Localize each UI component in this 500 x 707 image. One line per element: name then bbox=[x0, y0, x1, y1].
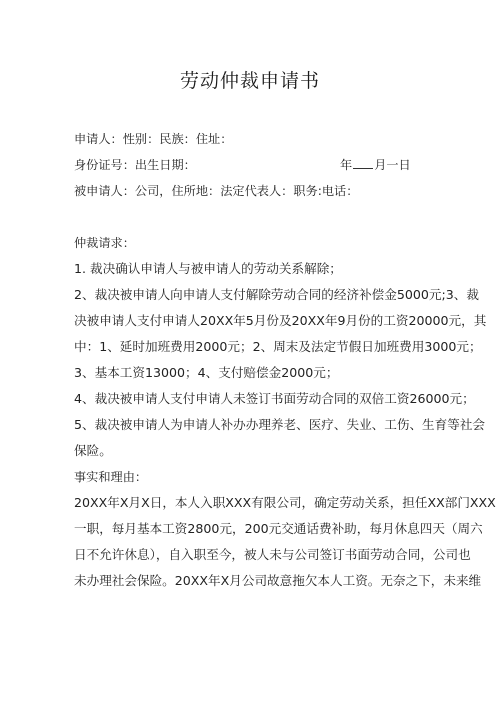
request-line: 3、基本工资13000；4、支付赔偿金2000元； bbox=[74, 365, 339, 380]
facts-line: 一职，每月基本工资2800元，200元交通话费补助，每月休息四天（周六 bbox=[74, 521, 483, 536]
facts-line: 日不允许休息），自入职至今，被人未与公司签订书面劳动合同，公司也 bbox=[74, 547, 471, 562]
id-line: 身份证号：出生日期： bbox=[74, 158, 196, 172]
request-line: 4、裁决被申请人支付申请人未签订书面劳动合同的双倍工资26000元； bbox=[74, 391, 475, 406]
request-line: 中：1、延时加班费用2000元；2、周末及法定节假日加班费用3000元； bbox=[74, 339, 482, 354]
request-line: 2、裁决被申请人向申请人支付解除劳动合同的经济补偿金5000元;3、裁 bbox=[74, 287, 479, 302]
date-month-day-label: 月一日 bbox=[374, 158, 411, 172]
request-line: 决被申请人支付申请人20XX年5月份及20XX年9月份的工资20000元，其 bbox=[74, 313, 487, 328]
respondent-line: 被申请人：公司，住所地：法定代表人：职务:电话： bbox=[74, 184, 359, 198]
request-line: 5、裁决被申请人为申请人补办办理养老、医疗、失业、工伤、生育等社会 bbox=[74, 417, 486, 432]
date-blank bbox=[353, 158, 373, 169]
date-year-label: 年 bbox=[340, 158, 353, 172]
facts-line: 20XX年X月X日，本人入职XXX有限公司，确定劳动关系，担任XX部门XXX bbox=[74, 495, 496, 510]
document-title: 劳动仲裁申请书 bbox=[179, 70, 320, 92]
date-field bbox=[340, 157, 411, 173]
applicant-line: 申请人：性别：民族：住址： bbox=[74, 132, 233, 146]
request-line: 保险。 bbox=[74, 443, 112, 458]
facts-heading: 事实和理由： bbox=[74, 470, 148, 484]
requests-heading: 仲裁请求： bbox=[74, 236, 135, 250]
facts-line: 未办理社会保险。20XX年X月公司故意拖欠本人工资。无奈之下，未来维 bbox=[74, 573, 482, 588]
request-line: 1. 裁决确认申请人与被申请人的劳动关系解除； bbox=[74, 261, 342, 276]
